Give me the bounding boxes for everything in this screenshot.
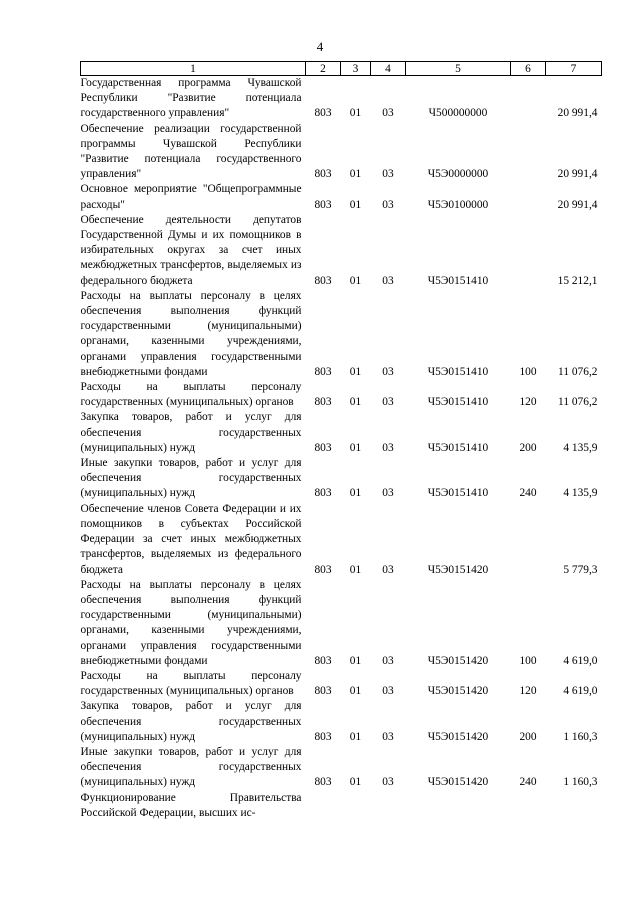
row-c5-cell: Ч500000000 <box>428 107 488 120</box>
row-c2-cell: 803 <box>314 274 332 287</box>
table-row <box>81 578 602 669</box>
header-col-5: 5 <box>406 62 511 76</box>
row-name-cell: Обеспечение реализации государственной программы Чувашской Республики "Развитие потенциала государственного управления" <box>80 122 302 181</box>
row-c6-cell: 120 <box>519 685 537 698</box>
row-name-cell: Государственная программа Чувашской Республики "Развитие потенциала государственного управления" <box>80 77 302 120</box>
row-c3-cell: 01 <box>349 563 362 576</box>
row-c4-cell: 03 <box>382 107 394 120</box>
row-c3-cell <box>341 791 371 821</box>
row-c5-cell: Ч5Э0151420 <box>427 730 489 743</box>
table-row <box>81 380 602 410</box>
table-row <box>81 745 602 791</box>
row-c2-cell <box>306 791 341 821</box>
row-c7-cell <box>546 791 602 821</box>
row-c6-cell <box>511 791 546 821</box>
row-c3-cell: 01 <box>349 654 362 667</box>
header-col-2: 2 <box>306 62 341 76</box>
row-name-cell: Функционирование Правительства Российской Федерации, высших ис- <box>80 791 302 819</box>
row-c2-cell: 803 <box>314 365 332 378</box>
row-c5-cell: Ч5Э0151410 <box>427 396 489 409</box>
row-c7-cell: 20 991,4 <box>557 168 598 181</box>
row-c5-cell: Ч5Э0100000 <box>427 198 489 211</box>
row-c4-cell: 03 <box>382 685 394 698</box>
header-col-4: 4 <box>371 62 406 76</box>
row-c6-cell <box>511 76 546 122</box>
row-c3-cell: 01 <box>349 274 362 287</box>
header-col-1: 1 <box>81 62 306 76</box>
row-name-cell: Иные закупки товаров, работ и услуг для обеспечения государственных (муниципальных) нужд <box>80 457 302 500</box>
table-row <box>81 502 602 578</box>
table-row <box>81 791 602 821</box>
row-c3-cell: 01 <box>349 776 362 789</box>
header-row <box>81 62 602 76</box>
row-name-cell: Расходы на выплаты персоналу государственных (муниципальных) органов <box>80 669 302 698</box>
row-c4-cell: 03 <box>382 168 394 181</box>
header-col-3: 3 <box>341 62 371 76</box>
row-c7-cell: 4 135,9 <box>563 441 598 454</box>
row-c2-cell: 803 <box>314 441 332 454</box>
row-name-cell: Расходы на выплаты персоналу государственных (муниципальных) органов <box>80 381 302 409</box>
row-c5-cell: Ч5Э0000000 <box>427 168 489 181</box>
table-row <box>81 410 602 456</box>
row-c4-cell: 03 <box>382 365 394 378</box>
row-c6-cell: 100 <box>519 365 537 378</box>
row-c2-cell: 803 <box>314 487 332 500</box>
row-c3-cell: 01 <box>349 487 362 500</box>
row-c2-cell: 803 <box>314 396 332 409</box>
row-c5-cell: Ч5Э0151410 <box>427 274 489 287</box>
row-c5-cell <box>406 791 511 821</box>
row-c2-cell: 803 <box>314 654 332 667</box>
row-c6-cell <box>511 122 546 183</box>
row-c4-cell: 03 <box>382 654 394 667</box>
row-name-cell: Закупка товаров, работ и услуг для обеспечения государственных (муниципальных) нужд <box>80 700 302 743</box>
row-c7-cell: 20 991,4 <box>557 198 598 211</box>
row-c3-cell: 01 <box>349 441 362 454</box>
row-c5-cell: Ч5Э0151420 <box>427 563 489 576</box>
table-row <box>81 456 602 502</box>
row-name-cell: Обеспечение членов Совета Федерации и их помощников в субъектах Российской Федерации за счет иных межбюджетных трансфертов, выделяемых из федерального бюджета <box>80 502 302 576</box>
row-c7-cell: 5 779,3 <box>563 563 598 576</box>
row-c6-cell: 200 <box>519 441 537 454</box>
row-c2-cell: 803 <box>314 776 332 789</box>
row-c5-cell: Ч5Э0151420 <box>427 685 489 698</box>
row-c3-cell: 01 <box>349 396 362 409</box>
table-body <box>81 76 602 821</box>
row-name-cell: Обеспечение деятельности депутатов Государственной Думы и их помощников в избирательных округах за счет иных межбюджетных трансфертов, выделяемых из федерального бюджета <box>80 213 302 287</box>
row-c3-cell: 01 <box>349 730 362 743</box>
page-number: 4 <box>316 39 324 54</box>
row-c7-cell: 4 135,9 <box>563 487 598 500</box>
row-c6-cell <box>511 182 546 212</box>
row-c2-cell: 803 <box>314 198 332 211</box>
row-c2-cell: 803 <box>314 563 332 576</box>
row-c7-cell: 15 212,1 <box>557 274 598 287</box>
row-c4-cell: 03 <box>382 274 394 287</box>
row-c3-cell: 01 <box>349 168 362 181</box>
row-c5-cell: Ч5Э0151410 <box>427 365 489 378</box>
row-name-cell: Основное мероприятие "Общепрограммные расходы" <box>80 183 302 211</box>
table-row <box>81 76 602 122</box>
row-name-cell: Расходы на выплаты персоналу в целях обеспечения выполнения функций государственными (муниципальными) органами, казенными учреждениями, органами управления государственными внебюджетными фондами <box>80 578 302 667</box>
row-c2-cell: 803 <box>314 168 332 181</box>
row-c4-cell: 03 <box>382 730 394 743</box>
row-c7-cell: 1 160,3 <box>563 730 598 743</box>
row-name-cell: Закупка товаров, работ и услуг для обеспечения государственных (муниципальных) нужд <box>80 411 302 454</box>
row-c2-cell: 803 <box>314 685 332 698</box>
row-c6-cell: 240 <box>519 776 537 789</box>
row-c3-cell: 01 <box>349 107 362 120</box>
row-c7-cell: 4 619,0 <box>563 654 598 667</box>
row-c4-cell: 03 <box>382 396 394 409</box>
table-row <box>81 669 602 699</box>
row-c5-cell: Ч5Э0151420 <box>427 776 489 789</box>
row-c4-cell: 03 <box>382 776 394 789</box>
row-c6-cell <box>511 213 546 289</box>
row-c7-cell: 11 076,2 <box>558 396 598 409</box>
row-c2-cell: 803 <box>314 107 332 120</box>
row-name-cell: Иные закупки товаров, работ и услуг для обеспечения государственных (муниципальных) нужд <box>80 745 302 789</box>
row-c7-cell: 4 619,0 <box>563 685 598 698</box>
row-c5-cell: Ч5Э0151410 <box>427 487 489 500</box>
row-c4-cell: 03 <box>382 487 394 500</box>
row-c6-cell: 240 <box>519 487 537 500</box>
row-c5-cell: Ч5Э0151410 <box>427 441 489 454</box>
budget-table <box>80 61 602 821</box>
row-c6-cell <box>511 502 546 578</box>
row-c7-cell: 1 160,3 <box>563 776 598 789</box>
row-c6-cell: 100 <box>519 654 537 667</box>
row-c4-cell <box>371 791 406 821</box>
row-name-cell: Расходы на выплаты персоналу в целях обеспечения выполнения функций государственными (муниципальными) органами, казенными учреждениями, органами управления государственными внебюджетными фондами <box>80 289 302 378</box>
row-c3-cell: 01 <box>349 685 362 698</box>
row-c3-cell: 01 <box>349 198 362 211</box>
table-row <box>81 122 602 183</box>
row-c2-cell: 803 <box>314 730 332 743</box>
header-col-7: 7 <box>546 62 602 76</box>
row-c6-cell: 200 <box>519 730 537 743</box>
row-c5-cell: Ч5Э0151420 <box>427 654 489 667</box>
table-row <box>81 213 602 289</box>
header-col-6: 6 <box>511 62 546 76</box>
row-c7-cell: 20 991,4 <box>557 107 598 120</box>
table-row <box>81 182 602 212</box>
row-c4-cell: 03 <box>382 198 394 211</box>
row-c7-cell: 11 076,2 <box>558 365 598 378</box>
row-c6-cell: 120 <box>519 396 537 409</box>
row-c4-cell: 03 <box>382 441 394 454</box>
table-row <box>81 699 602 745</box>
row-c4-cell: 03 <box>382 563 394 576</box>
row-c3-cell: 01 <box>349 365 362 378</box>
table-row <box>81 289 602 380</box>
